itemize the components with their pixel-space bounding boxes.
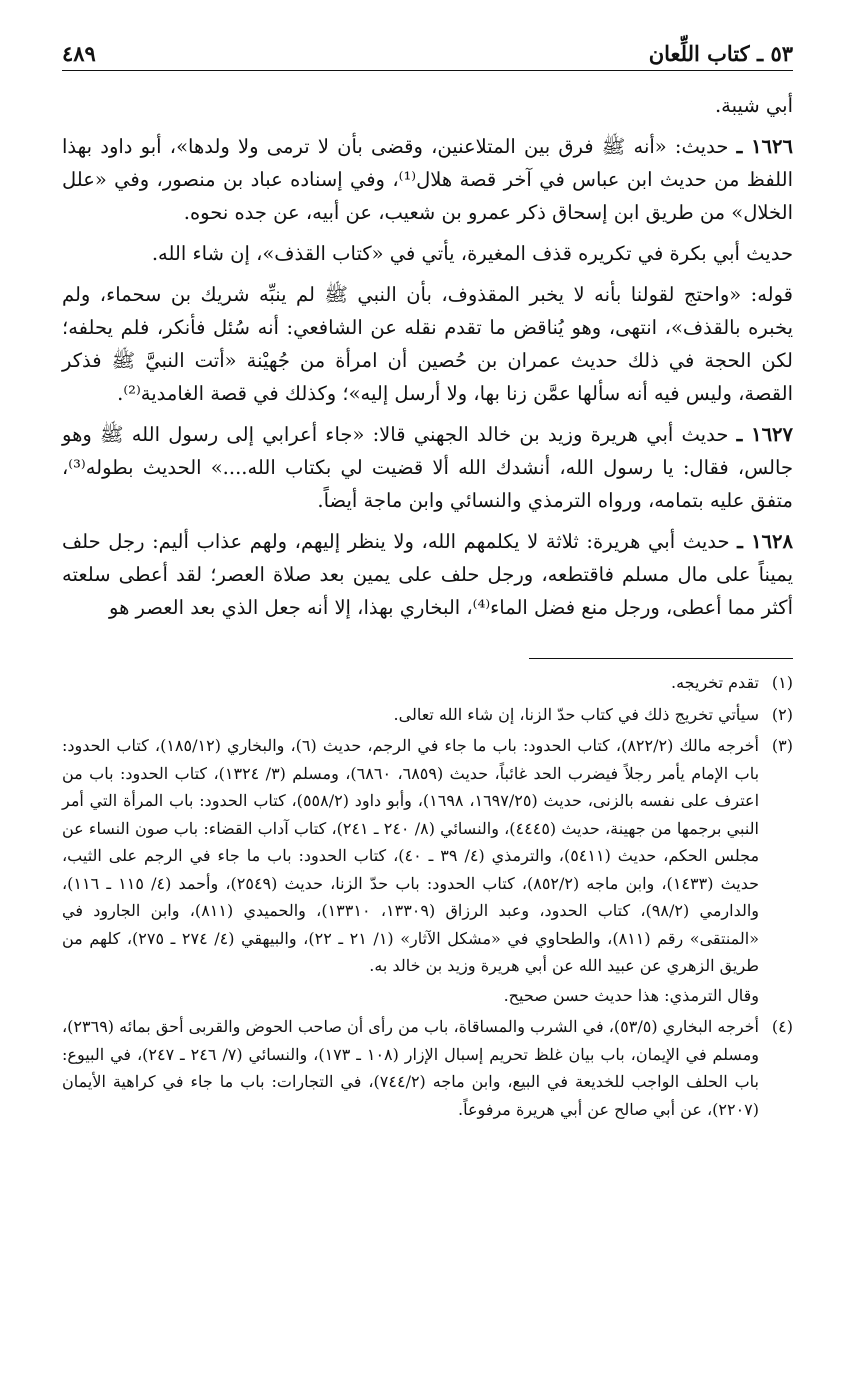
page-number: ٤٨٩ <box>62 41 96 66</box>
footnote-text: أخرجه مالك (٨٢٢/٢)، كتاب الحدود: باب ما جاء في الرجم، حديث (٦)، والبخاري (١٨٥/١٢)، كتاب الحدود: باب الإمام يأمر رجلاً فيضرب الحد غائباً، حديث (٦٨٥٩، ٦٨٦٠)، ومسلم (٣/ ١٣٢٤)، كتاب الحدود: باب من اعترف على نفسه بالزنى، حديث (١٦٩٧/٢٥، ١٦٩٨)، وأبو داود (٥٥٨/٢)، كتاب الحدود: باب المرأة التي أمر النبي برجمها من جهينة، حديث (٤٤٤٥)، والنسائي (٨/ ٢٤٠ ـ ٢٤١)، كتاب آداب القضاء: باب صون النساء عن مجلس الحكم، حديث (٥٤١١)، والترمذي (٤/ ٣٩ ـ ٤٠)، كتاب الحدود: باب ما جاء في الرجم على الثيب، حديث (١٤٣٣)، وابن ماجه (٨٥٢/٢)، كتاب الحدود: باب حدّ الزنا، حديث (٢٥٤٩)، وأحمد (٤/ ١١٥ ـ ١١٦)، والدارمي (٩٨/٢)، كتاب الحدود، وعبد الرزاق (١٣٣٠٩، ١٣٣١٠)، والحميدي (٨١١)، وابن الجارود في «المنتقى» رقم (٨١١)، والطحاوي في «مشكل الآثار» (١/ ٢١ ـ ٢٢)، والبيهقي (٤/ ٢٧٤ ـ ٢٧٥)، كلهم من طريق الزهري عن عبيد الله عن أبي هريرة وزيد بن خالد به. <box>62 736 760 975</box>
hadith-number: ١٦٢٧ ـ <box>736 423 793 446</box>
footnote-remark: وقال الترمذي: هذا حديث حسن صحيح. <box>503 985 759 1005</box>
footnote-text: تقدم تخريجه. <box>671 673 759 692</box>
hadith-text: حديث أبي هريرة وزيد بن خالد الجهني قالا: «جاء أعرابي إلى رسول الله ﷺ وهو جالس، فقال: يا رسول الله، أنشدك الله ألا قضيت لي بكتاب الله....» الحديث بطوله⁽³⁾، متفق عليه بتمامه، ورواه الترمذي والنسائي وابن ماجة أيضاً. <box>62 423 793 512</box>
chapter-title: ٥٣ ـ كتاب اللِّعان <box>648 41 793 66</box>
footnotes <box>62 669 793 1123</box>
footnote-1 <box>62 669 793 697</box>
footnote-number: (٣) <box>771 736 793 755</box>
footnote-number: (١) <box>771 673 793 692</box>
hadith-text: حديث: «أنه ﷺ فرق بين المتلاعنين، وقضى بأن لا ترمى ولا ولدها»، أبو داود بهذا اللفظ من حديث ابن عباس في آخر قصة هلال⁽¹⁾، وفي إسناده عباد بن منصور، وفي «علل الخلال» من طريق ابن إسحاق ذكر عمرو بن شعيب، عن أبيه، عن جده نحوه. <box>62 135 793 224</box>
paragraph-qawluh: قوله: «واحتج لقولنا بأنه لا يخبر المقذوف، بأن النبي ﷺ لم ينبِّه شريك بن سحماء، ولم يخبره بالقذف»، انتهى، وهو يُناقض ما تقدم نقله عن الشافعي: أنه سُئل فأنكر، فلم يحلفه؛ لكن الحجة في ذلك حديث عمران بن حُصين أن امرأة من جُهيْنة «أتت النبيَّ ﷺ فذكر القصة، وليس فيه أنه سألها عمَّن زنا بها، ولا أرسل إليه»؛ وكذلك في قصة الغامدية⁽²⁾. <box>62 283 793 405</box>
footnote-4 <box>62 1013 793 1123</box>
footnote-2 <box>62 701 793 729</box>
header-rule <box>62 70 793 71</box>
footnote-body <box>62 732 759 1009</box>
hadith-1628 <box>62 525 793 624</box>
footnote-text: أخرجه البخاري (٥٣/٥)، في الشرب والمساقاة، باب من رأى أن صاحب الحوض والقربى أحق بمائه (٢٣٦٩)، ومسلم في الإيمان، باب بيان غلظ تحريم إسبال الإزار (١٠٨ ـ ١٧٣)، والنسائي (٧/ ٢٤٦ ـ ٢٤٧)، في البيوع: باب الحلف الواجب للخديعة في البيع، وابن ماجه (٧٤٤/٢)، في التجارات: باب ما جاء في كراهية الأيمان (٢٢٠٧)، عن أبي صالح عن أبي هريرة مرفوعاً. <box>62 1017 760 1119</box>
main-text <box>62 89 793 624</box>
hadith-number: ١٦٢٨ ـ <box>737 530 793 553</box>
hadith-number: ١٦٢٦ ـ <box>736 135 793 158</box>
hadith-text: حديث أبي هريرة: ثلاثة لا يكلمهم الله، ولا ينظر إليهم، ولهم عذاب أليم: رجل حلف يميناً على مال مسلم فاقتطعه، ورجل حلف على يمين بعد صلاة العصر؛ لقد أعطى سلعته أكثر مما أعطى، ورجل منع فضل الماء⁽⁴⁾، البخاري بهذا، إلا أنه جعل الذي بعد العصر هو <box>62 530 793 619</box>
paragraph-continuation: أبي شيبة. <box>714 94 793 117</box>
footnote-number: (٢) <box>771 704 793 724</box>
footnote-3 <box>62 732 793 1009</box>
hadith-1627 <box>62 418 793 517</box>
hadith-1626 <box>62 130 793 229</box>
running-header <box>62 28 793 66</box>
footnote-text: سيأتي تخريج ذلك في كتاب حدّ الزنا، إن شاء الله تعالى. <box>393 704 759 724</box>
footnote-rule <box>529 658 793 659</box>
paragraph-abi-bakra: حديث أبي بكرة في تكريره قذف المغيرة، يأتي في «كتاب القذف»، إن شاء الله. <box>151 242 793 265</box>
footnote-number: (٤) <box>771 1017 793 1036</box>
